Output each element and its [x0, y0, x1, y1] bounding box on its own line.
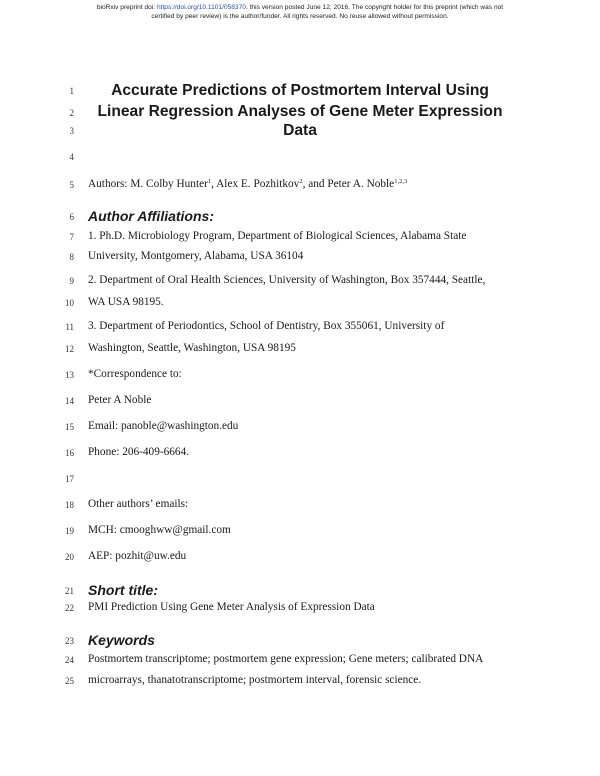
header-line-2: certified by peer review) is the author/funder. All rights reserved. No reuse allowed without permission.	[151, 12, 449, 20]
correspondence-phone: Phone: 206-409-6664.	[88, 446, 190, 458]
paper-title-line-3: Data	[283, 122, 317, 139]
line-number: 22	[65, 603, 74, 613]
line-number: 2	[69, 108, 74, 118]
keywords-line-2: microarrays, thanatotranscriptome; postmortem interval, forensic science.	[88, 674, 422, 686]
line-number: 5	[69, 180, 74, 190]
line-number: 10	[65, 298, 74, 308]
affiliation-1-line-1: 1. Ph.D. Microbiology Program, Department of Biological Sciences, Alabama State	[88, 230, 467, 242]
short-title-heading: Short title:	[88, 582, 158, 598]
affiliation-3-line-1: 3. Department of Periodontics, School of Dentistry, Box 355061, University of	[88, 320, 445, 332]
line-number: 24	[65, 655, 74, 665]
correspondence-email[interactable]: Email: panoble@washington.edu	[88, 420, 239, 432]
line-number: 23	[65, 636, 74, 646]
line-number: 1	[69, 86, 74, 96]
line-number: 14	[65, 396, 74, 406]
other-emails-label: Other authors’ emails:	[88, 498, 189, 510]
short-title-text: PMI Prediction Using Gene Meter Analysis of Expression Data	[88, 601, 375, 613]
correspondence-label: *Correspondence to:	[88, 368, 182, 380]
line-number: 16	[65, 448, 74, 458]
header-line-1: bioRxiv preprint doi: https://doi.org/10.1101/058370. this version posted June 12, 2016. The copyright holder for this preprint (which was not	[96, 4, 504, 11]
line-number: 6	[69, 212, 74, 222]
affiliation-3-line-2: Washington, Seattle, Washington, USA 98195	[88, 342, 296, 354]
line-number: 20	[65, 552, 74, 562]
line-number: 7	[69, 232, 74, 242]
preprint-header	[0, 4, 600, 21]
line-number: 17	[65, 474, 74, 484]
paper-title-line-2: Linear Regression Analyses of Gene Meter Expression	[97, 103, 503, 120]
paper-title-line-1: Accurate Predictions of Postmortem Interval Using	[111, 82, 489, 99]
line-number: 18	[65, 500, 74, 510]
authors-line: Authors: M. Colby Hunter$^1$, Alex E. Pozhitkov$^2$, and Peter A. Noble$^{1,2,3}$	[88, 178, 408, 190]
line-number: 8	[69, 252, 74, 262]
affiliation-2-line-1: 2. Department of Oral Health Sciences, University of Washington, Box 357444, Seattle,	[88, 274, 486, 286]
affiliation-1-line-2: University, Montgomery, Alabama, USA 36104	[88, 250, 304, 262]
line-number: 25	[65, 676, 74, 686]
line-number: 12	[65, 344, 74, 354]
line-number: 21	[65, 586, 74, 596]
line-number: 13	[65, 370, 74, 380]
line-number: 11	[65, 322, 74, 332]
line-number: 15	[65, 422, 74, 432]
doi-link[interactable]: https://doi.org/10.1101/058370	[156, 4, 246, 11]
aep-email[interactable]: AEP: pozhit@uw.edu	[88, 550, 187, 562]
line-number: 9	[69, 276, 74, 286]
keywords-heading: Keywords	[88, 632, 155, 648]
affiliation-2-line-2: WA USA 98195.	[88, 296, 164, 308]
line-number: 3	[69, 126, 74, 136]
affiliations-heading: Author Affiliations:	[88, 208, 214, 224]
correspondence-name: Peter A Noble	[88, 394, 152, 406]
keywords-line-1: Postmortem transcriptome; postmortem gene expression; Gene meters; calibrated DNA	[88, 653, 484, 665]
line-number: 4	[69, 152, 74, 162]
mch-email[interactable]: MCH: cmooghww@gmail.com	[88, 524, 231, 536]
line-number: 19	[65, 526, 74, 536]
